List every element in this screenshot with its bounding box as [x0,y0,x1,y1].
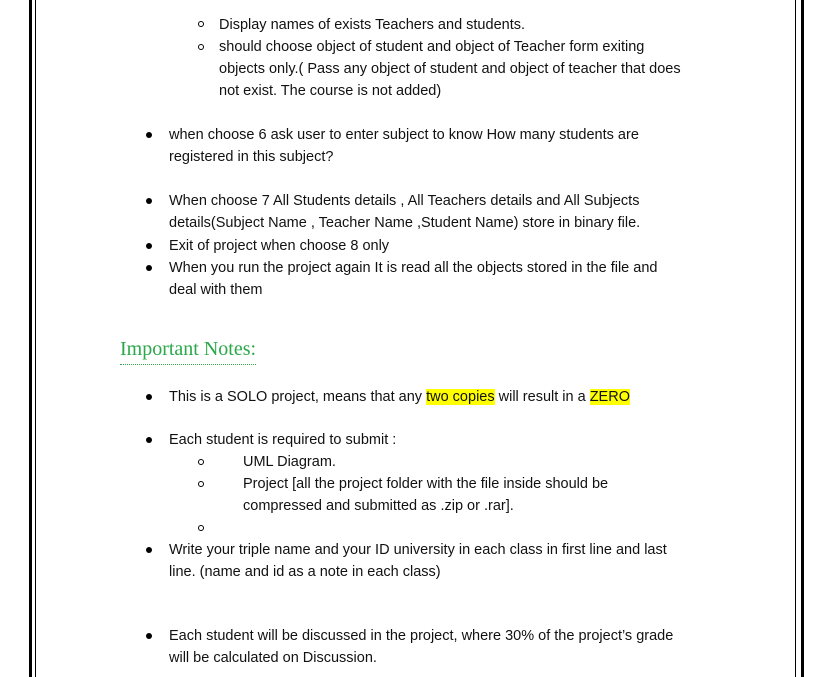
circle-bullet-empty [198,525,204,531]
bullet-text: details(Subject Name , Teacher Name ,Student Name) store in binary file. [169,215,641,231]
bullet-text: will be calculated on Discussion. [169,650,377,666]
sub-item-text: UML Diagram. [243,454,336,470]
bullet-text: Write your triple name and your ID university in each class in first line and last [169,542,667,558]
bullet-dot [146,132,152,138]
bullet-text: registered in this subject? [169,149,334,165]
bullet-dot [146,633,152,639]
circle-bullet [198,481,204,487]
circle-bullet [198,459,204,465]
bullet-dot [146,394,152,400]
bullet-dot [146,198,152,204]
sub-item-text: Project [all the project folder with the file inside should be [243,476,609,492]
bullet-text: When choose 7 All Students details , All Teachers details and All Subjects [169,193,640,209]
solo-note [169,386,630,408]
circle-bullet [198,44,204,50]
sub-item-text: not exist. The course is not added) [219,83,442,99]
bullet-text: Exit of project when choose 8 only [169,238,390,254]
sub-item-text: objects only.( Pass any object of student and object of teacher that does [219,61,681,77]
highlight-two-copies: two copies [426,389,495,405]
important-notes-heading: Important Notes: [120,338,257,360]
sub-item-text: should choose object of student and object of Teacher form exiting [219,39,645,55]
page-border-left [29,0,38,677]
page-border-right [795,0,804,677]
highlight-zero: ZERO [589,389,630,405]
solo-text: will result in a [494,389,590,405]
bullet-text: When you run the project again It is read all the objects stored in the file and [169,260,658,276]
bullet-text: when choose 6 ask user to enter subject to know How many students are [169,127,639,143]
bullet-text: line. (name and id as a note in each class) [169,564,441,580]
bullet-dot [146,265,152,271]
circle-bullet [198,21,204,27]
bullet-dot [146,547,152,553]
bullet-text: Each student will be discussed in the project, where 30% of the project’s grade [169,628,674,644]
solo-text: This is a SOLO project, means that any [169,389,427,405]
bullet-text: Each student is required to submit : [169,432,397,448]
sub-item-text: Display names of exists Teachers and students. [219,17,526,33]
bullet-dot [146,437,152,443]
bullet-dot [146,243,152,249]
bullet-text: deal with them [169,282,263,298]
heading-underline [120,364,256,365]
sub-item-text: compressed and submitted as .zip or .rar]. [243,498,514,514]
